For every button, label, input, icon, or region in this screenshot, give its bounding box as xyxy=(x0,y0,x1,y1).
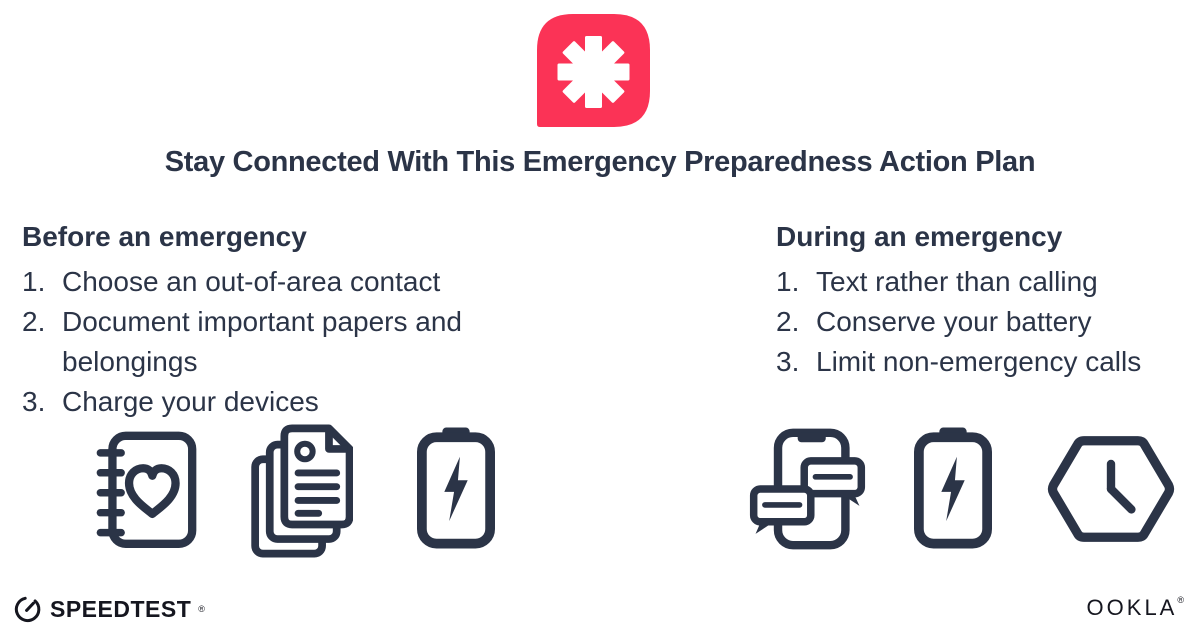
list-item-number: 2. xyxy=(22,306,46,337)
list-item xyxy=(22,302,582,382)
phone-text-messages-icon xyxy=(749,426,866,552)
list-item-text: Text rather than calling xyxy=(816,266,1098,297)
list-item-text: Document important papers and belongings xyxy=(62,306,462,377)
battery-charge-icon xyxy=(914,427,992,549)
list-item-number: 2. xyxy=(776,306,800,337)
list-item-number: 1. xyxy=(776,266,800,297)
ookla-trademark: ® xyxy=(1177,595,1184,605)
emergency-asterisk-icon xyxy=(537,14,650,128)
list-item xyxy=(22,262,582,302)
list-item-text: Limit non-emergency calls xyxy=(816,346,1142,377)
battery-charge-icon xyxy=(417,427,495,549)
during-emergency-heading: During an emergency xyxy=(776,221,1063,252)
list-item xyxy=(776,262,1196,302)
speedtest-gauge-icon xyxy=(13,594,43,624)
list-item-text: Conserve your battery xyxy=(816,306,1092,337)
before-emergency-list xyxy=(22,262,582,422)
before-emergency-heading: Before an emergency xyxy=(22,221,307,252)
list-item-text: Choose an out-of-area contact xyxy=(62,266,441,297)
list-item xyxy=(776,302,1196,342)
list-item-number: 3. xyxy=(776,346,800,377)
list-item-number: 3. xyxy=(22,386,46,417)
speedtest-logo xyxy=(13,594,205,624)
list-item-number: 1. xyxy=(22,266,46,297)
during-emergency-section xyxy=(776,220,1196,382)
ookla-wordmark: OOKLA xyxy=(1086,595,1178,620)
list-item-text: Charge your devices xyxy=(62,386,319,417)
list-item xyxy=(776,342,1196,382)
important-papers-stack-icon xyxy=(250,423,353,559)
ookla-logo xyxy=(1087,595,1184,621)
before-emergency-section xyxy=(22,220,582,422)
list-item xyxy=(22,382,582,422)
page-title: Stay Connected With This Emergency Preparedness Action Plan xyxy=(164,146,1036,178)
speedtest-wordmark: SPEEDTEST xyxy=(50,595,192,622)
contacts-notebook-heart-icon xyxy=(90,429,198,549)
during-emergency-list xyxy=(776,262,1196,382)
speedtest-trademark: ® xyxy=(198,604,205,614)
clock-hexagon-icon xyxy=(1046,433,1176,545)
